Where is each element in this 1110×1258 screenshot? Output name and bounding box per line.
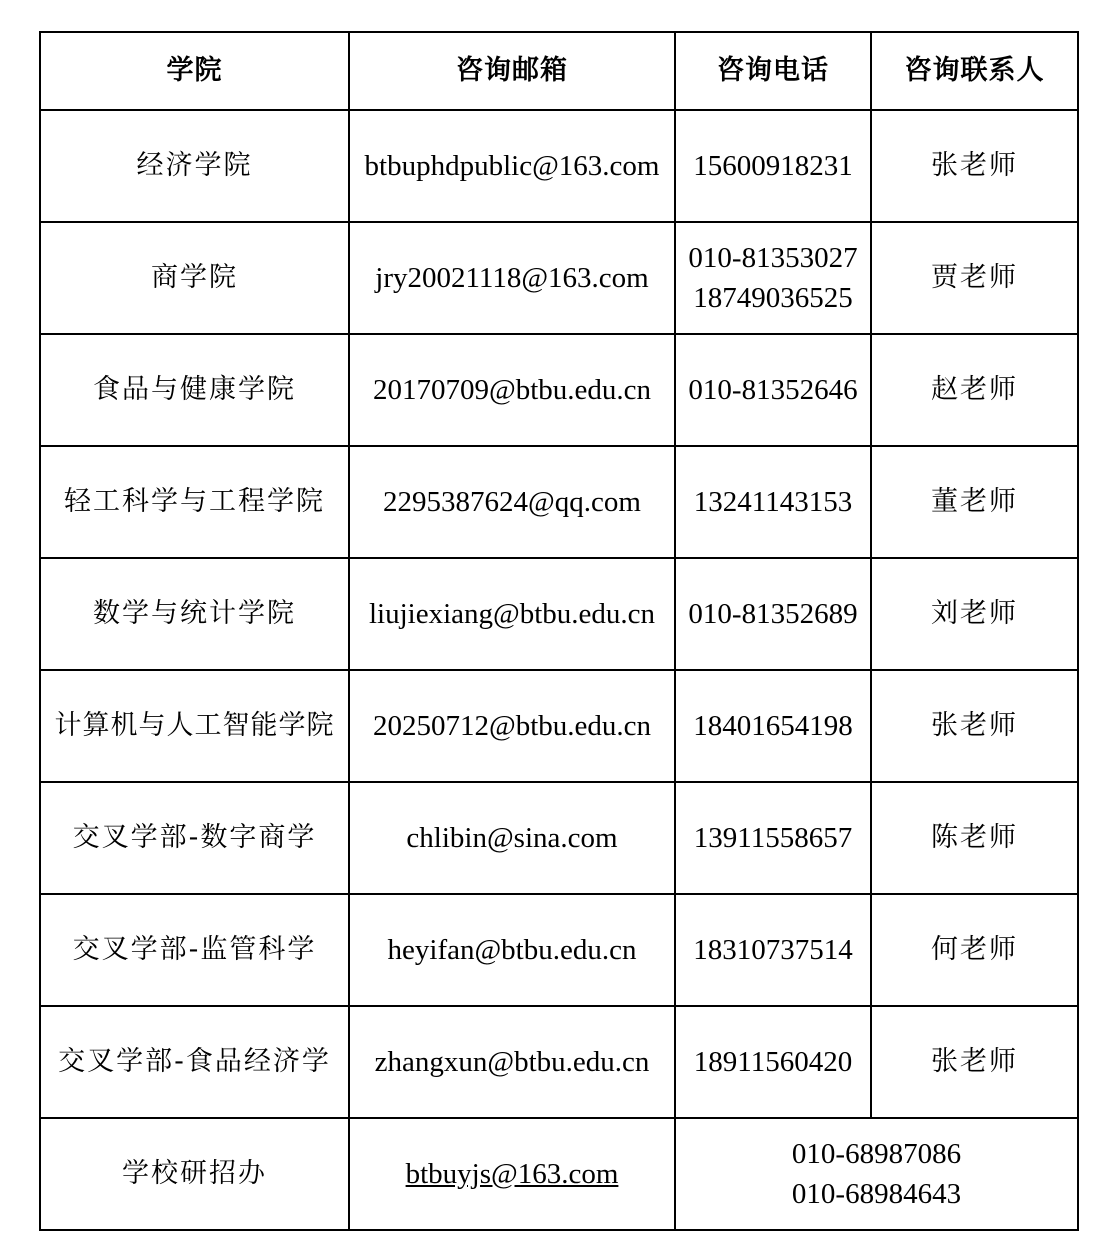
- table-row: [40, 894, 1078, 1006]
- footer-row: [40, 1118, 1078, 1230]
- phone-number: 13911558657: [693, 822, 853, 854]
- contact-cell: 刘老师: [871, 558, 1078, 670]
- table-row: [40, 334, 1078, 446]
- table-row: [40, 782, 1078, 894]
- phone-number: 18749036525: [693, 282, 853, 314]
- phone-number: 010-81353027: [688, 242, 858, 274]
- phone-number: 13241143153: [693, 486, 853, 518]
- college-cell: 经济学院: [40, 110, 349, 222]
- phone-cell: [675, 110, 871, 222]
- phone-number: 010-81352646: [688, 374, 858, 406]
- phone-cell: [675, 894, 871, 1006]
- table-row: [40, 110, 1078, 222]
- college-cell: 食品与健康学院: [40, 334, 349, 446]
- phone-cell: [675, 558, 871, 670]
- email-cell: zhangxun@btbu.edu.cn: [349, 1006, 675, 1118]
- contact-cell: 贾老师: [871, 222, 1078, 334]
- contact-cell: 张老师: [871, 110, 1078, 222]
- college-cell: 交叉学部-食品经济学: [40, 1006, 349, 1118]
- header-phone: 咨询电话: [675, 32, 871, 110]
- phone-number: 010-81352689: [688, 598, 858, 630]
- table-row: [40, 558, 1078, 670]
- phone-number: 15600918231: [693, 150, 853, 182]
- email-cell: 20250712@btbu.edu.cn: [349, 670, 675, 782]
- header-row: [40, 32, 1078, 110]
- email-cell: jry20021118@163.com: [349, 222, 675, 334]
- table-row: [40, 1006, 1078, 1118]
- phone-number: 010-68984643: [791, 1178, 962, 1210]
- phone-number: 18911560420: [693, 1046, 853, 1078]
- college-cell: 商学院: [40, 222, 349, 334]
- phone-number: 18401654198: [693, 710, 853, 742]
- email-link[interactable]: btbuyjs@163.com: [405, 1158, 619, 1190]
- college-cell: 交叉学部-监管科学: [40, 894, 349, 1006]
- college-cell: 轻工科学与工程学院: [40, 446, 349, 558]
- college-cell: 交叉学部-数字商学: [40, 782, 349, 894]
- header-contact: 咨询联系人: [871, 32, 1078, 110]
- email-cell: 2295387624@qq.com: [349, 446, 675, 558]
- phone-cell: [675, 1118, 1078, 1230]
- college-cell: 学校研招办: [40, 1118, 349, 1230]
- contact-cell: 董老师: [871, 446, 1078, 558]
- contact-cell: 张老师: [871, 670, 1078, 782]
- contact-table: [39, 31, 1079, 1231]
- email-cell: liujiexiang@btbu.edu.cn: [349, 558, 675, 670]
- college-cell: 数学与统计学院: [40, 558, 349, 670]
- email-cell: heyifan@btbu.edu.cn: [349, 894, 675, 1006]
- email-cell: 20170709@btbu.edu.cn: [349, 334, 675, 446]
- table-row: [40, 222, 1078, 334]
- phone-cell: [675, 334, 871, 446]
- table-row: [40, 670, 1078, 782]
- table-row: [40, 446, 1078, 558]
- contact-cell: 陈老师: [871, 782, 1078, 894]
- phone-cell: [675, 782, 871, 894]
- phone-number: 18310737514: [693, 934, 853, 966]
- phone-number: 010-68987086: [791, 1138, 962, 1170]
- email-cell: [349, 1118, 675, 1230]
- header-email: 咨询邮箱: [349, 32, 675, 110]
- phone-cell: [675, 446, 871, 558]
- college-cell: 计算机与人工智能学院: [40, 670, 349, 782]
- header-college: 学院: [40, 32, 349, 110]
- phone-cell: [675, 1006, 871, 1118]
- email-cell: btbuphdpublic@163.com: [349, 110, 675, 222]
- phone-cell: [675, 670, 871, 782]
- contact-cell: 赵老师: [871, 334, 1078, 446]
- contact-cell: 张老师: [871, 1006, 1078, 1118]
- phone-cell: [675, 222, 871, 334]
- email-cell: chlibin@sina.com: [349, 782, 675, 894]
- contact-cell: 何老师: [871, 894, 1078, 1006]
